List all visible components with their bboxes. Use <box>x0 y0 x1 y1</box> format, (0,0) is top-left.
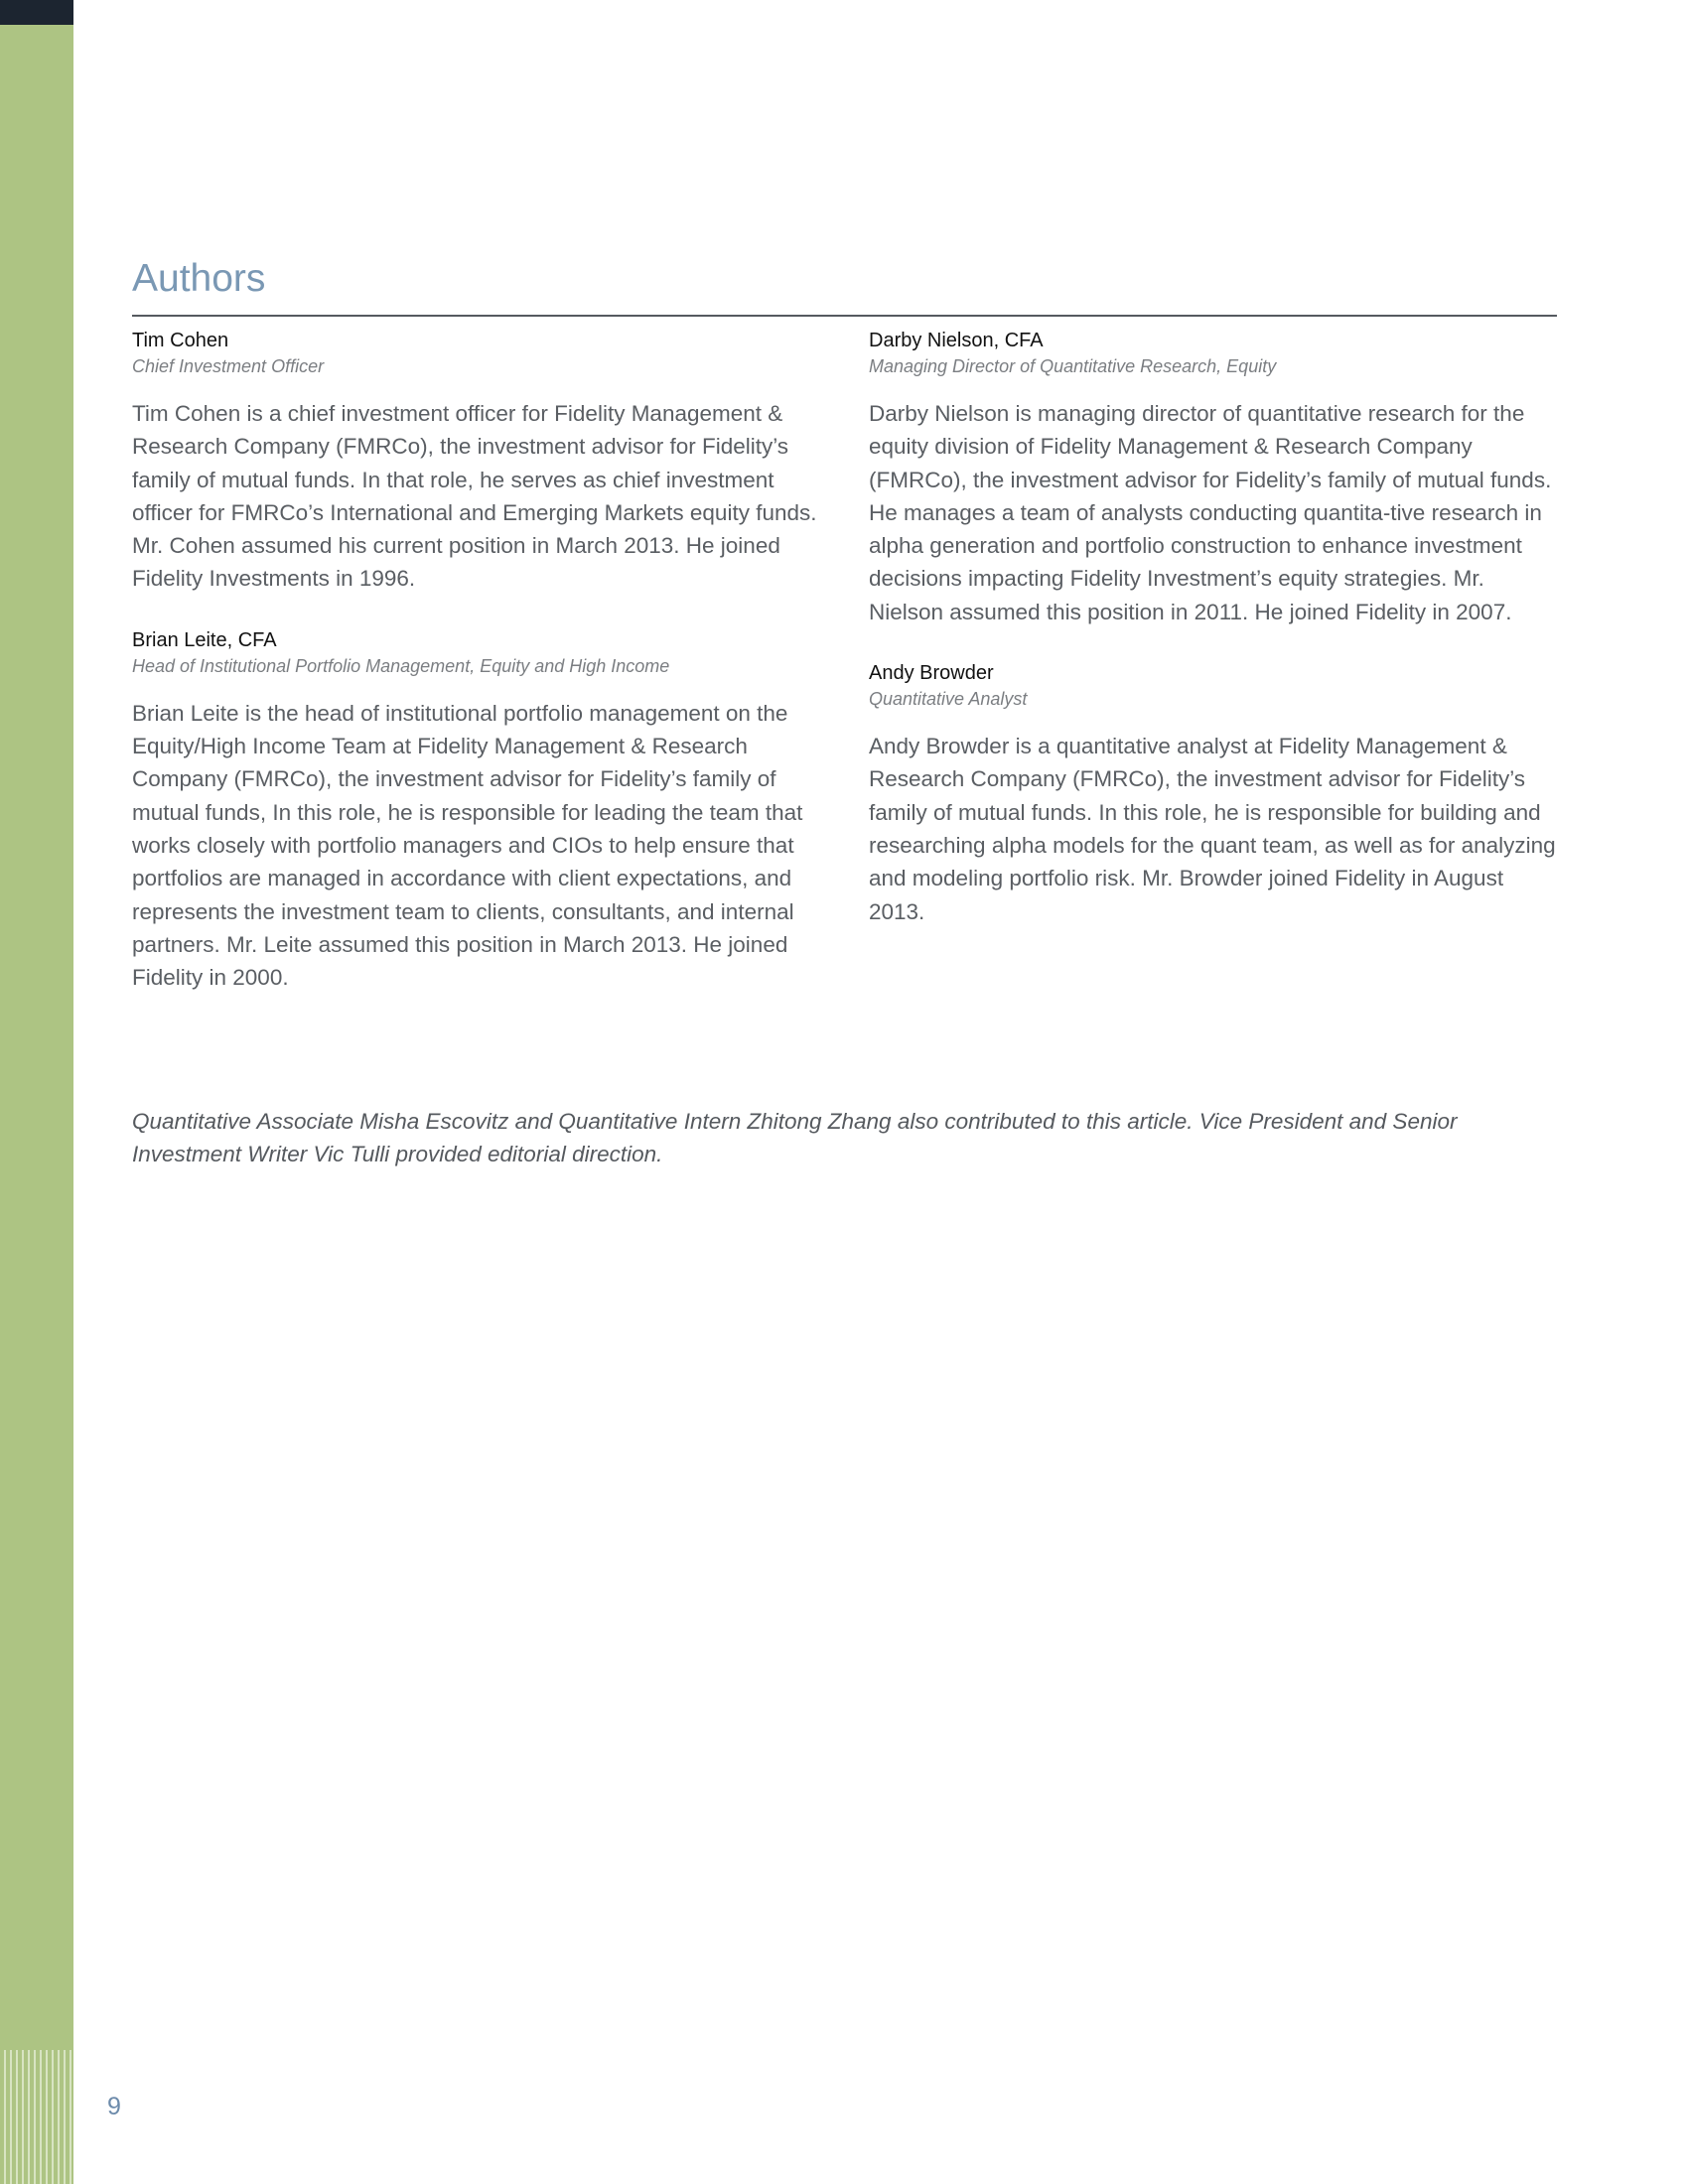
author-bio: Tim Cohen is a chief investment officer for Fidelity Management & Research Company (FMRCo), the investment advisor for Fidelity’s family of mutual funds. In that role, he serves as chief investment officer for FMRCo’s International and Emerging Markets equity funds. Mr. Cohen assumed his current position in March 2013. He joined Fidelity Investments in 1996. <box>132 401 817 592</box>
side-color-bar <box>0 0 73 2184</box>
author-role: Chief Investment Officer <box>132 356 325 376</box>
author-name: Tim Cohen <box>132 330 229 351</box>
author-bio: Brian Leite is the head of institutional portfolio management on the Equity/High Income Team at Fidelity Management & Research Company (FMRCo), the investment advisor for Fidelity’s family of mutual funds, In this role, he is responsible for leading the team that works closely with portfolio managers and CIOs to help ensure that portfolios are managed in accordance with client expectations, and represents the investment team to clients, consultants, and internal partners. Mr. Leite assumed this position in March 2013. He joined Fidelity in 2000. <box>132 700 803 991</box>
section-title: Authors <box>132 257 266 300</box>
side-bar-stripes <box>0 2050 73 2184</box>
author-name: Darby Nielson, CFA <box>869 330 1044 351</box>
author-entry-darby-nielson <box>869 328 1564 628</box>
author-entry-tim-cohen <box>132 328 827 596</box>
page-number: 9 <box>107 2093 121 2120</box>
author-entry-brian-leite <box>132 627 827 995</box>
author-name: Andy Browder <box>869 662 994 685</box>
title-rule <box>132 315 1557 317</box>
authors-column-right <box>869 328 1564 928</box>
side-bar-cap <box>0 0 73 25</box>
author-name: Brian Leite, CFA <box>132 628 277 651</box>
contributors-note: Quantitative Associate Misha Escovitz and Quantitative Intern Zhitong Zhang also contributed to this article. Vice President and Senior Investment Writer Vic Tulli provided editorial direction. <box>132 1109 1458 1167</box>
author-bio: Andy Browder is a quantitative analyst at Fidelity Management & Research Company (FMRCo), the investment advisor for Fidelity’s family of mutual funds. In this role, he is responsible for building and researching alpha models for the quant team, as well as for analyzing and modeling portfolio risk. Mr. Browder joined Fidelity in August 2013. <box>869 734 1556 924</box>
author-bio: Darby Nielson is managing director of quantitative research for the equity division of Fidelity Management & Research Company (FMRCo), the investment advisor for Fidelity’s family of mutual funds. He manages a team of analysts conducting quantita-tive research in alpha generation and portfolio construction to enhance investment decisions impacting Fidelity Investment’s equity strategies. Mr. Nielson assumed this position in 2011. He joined Fidelity in 2007. <box>869 401 1552 624</box>
author-role: Head of Institutional Portfolio Management, Equity and High Income <box>132 655 670 676</box>
author-role: Quantitative Analyst <box>869 689 1028 710</box>
author-role: Managing Director of Quantitative Research, Equity <box>869 356 1277 376</box>
author-entry-andy-browder <box>869 660 1564 928</box>
authors-column-left <box>132 328 827 994</box>
